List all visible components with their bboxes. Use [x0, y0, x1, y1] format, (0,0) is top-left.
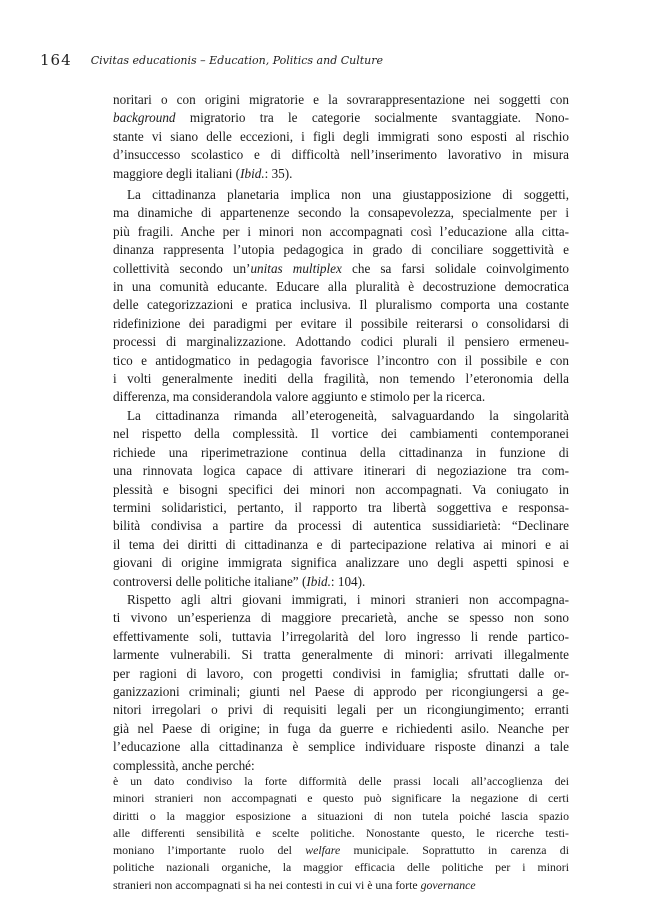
text-line: tico e antidogmatico in pedagogia favorisce l’incontro con il possibile e con	[113, 352, 569, 368]
text-line: i volti generalmente inediti della fragilità, non temendo l’eteronomia della	[113, 371, 569, 387]
text-line: giovani di origine immigrata significa analizzare uno degli aspetti spinosi e	[113, 555, 569, 571]
text-line: ridefinizione dei paradigmi per evitare il possibile reiterarsi o consolidarsi di	[113, 315, 569, 331]
text-line: il tema dei diritti di cittadinanza e di partecipazione relativa ai minori e ai	[113, 536, 569, 552]
italic-text: background	[113, 110, 176, 126]
text-line: moniano l’importante ruolo del welfare municipale. Soprattutto in carenza di	[113, 843, 569, 858]
text-line: per ragioni di lavoro, con progetti condivisi in famiglia; sfruttati dalle or-	[113, 665, 569, 681]
block-quote-top	[113, 91, 569, 183]
paragraph-3	[113, 591, 569, 775]
paragraph-1	[113, 186, 569, 407]
text-line: ganizzazioni criminali; giunti nel Paese di approdo per ricongiungersi a ge-	[113, 684, 569, 700]
text-line: background migratorio tra le categorie socialmente svantaggiate. Nono-	[113, 110, 569, 126]
text-line: stranieri non accompagnati si ha nei contesti in cui vi è una forte governance	[113, 877, 476, 892]
italic-text: unitas multiplex	[250, 260, 342, 276]
running-header	[40, 50, 600, 69]
running-title: Civitas educationis – Education, Politics and Culture	[90, 54, 384, 67]
text-line: collettività secondo un’unitas multiplex che sa farsi solidale coinvolgimento	[113, 260, 569, 276]
text-line: alle differenti sensibilità e scelte politiche. Nonostante questo, le ricerche testi-	[113, 825, 569, 840]
text-line: dinanza rappresenta l’utopia pedagogica in grado di conciliare soggettività e	[113, 242, 569, 258]
text-line: processi di marginalizzazione. Adottando codici plurali il pensiero ermeneu-	[113, 334, 569, 350]
text-line: è un dato condiviso la forte difformità delle prassi locali all’accoglienza dei	[113, 774, 569, 788]
text-line: già nel Paese di origine; in fuga da guerre e richiedenti asilo. Neanche per	[113, 720, 569, 736]
text-line: bilità condivisa a partire da processi di autentica sussidiarietà: “Declinare	[113, 518, 569, 534]
text-line: in una comunità educante. Educare alla pluralità è decostruzione democratica	[113, 279, 569, 295]
text-line: termini solidaristici, pertanto, il rapporto tra libertà soggettiva e responsa-	[113, 500, 569, 516]
text-line: controversi delle politiche italiane” (Ibid.: 104).	[113, 573, 366, 589]
text-line: diritti o la maggior esposizione a situazioni di non tutela poiché lascia spazio	[113, 808, 569, 823]
text-line: ma dinamiche di appartenenze secondo la consapevolezza, specialmente per i	[113, 205, 569, 221]
text-line: nitori irregolari o privi di requisiti legali per un ricongiungimento; erranti	[113, 702, 569, 718]
text-line: larmente vulnerabili. Si tratta generalmente di minori: arrivati illegalmente	[113, 647, 569, 663]
text-line: minori stranieri non accompagnati e questo può significare la negazione di certi	[113, 791, 569, 806]
page-number: 164	[40, 51, 72, 69]
text-line: noritari o con origini migratorie e la sovrarappresentazione nei soggetti con	[113, 92, 569, 107]
text-line: La cittadinanza planetaria implica non una giustapposizione di soggetti,	[127, 187, 569, 202]
text-line: l’educazione alla cittadinanza è semplice individuare risposte dinanzi a tale	[113, 739, 569, 755]
text-line: maggiore degli italiani (Ibid.: 35).	[113, 165, 293, 181]
italic-text: governance	[420, 877, 476, 892]
text-line: d’insuccesso scolastico e di difficoltà nell’inserimento lavorativo in misura	[113, 147, 569, 163]
text-line: richiede una riperimetrazione continua della cittadinanza in funzione di	[113, 444, 569, 460]
text-line: politiche nazionali organiche, la maggior efficacia delle politiche per i minori	[113, 860, 569, 875]
text-line: plessità e bisogni specifici dei minori non accompagnati. Va coniugato in	[113, 481, 569, 497]
block-quote-bottom	[113, 773, 569, 894]
text-line: una rinnovata logica capace di attivare itinerari di negoziazione tra com-	[113, 463, 569, 479]
text-line: Rispetto agli altri giovani immigrati, i minori stranieri non accompagna-	[127, 592, 569, 607]
text-line: effettivamente soli, tuttavia l’irregolarità del loro ingresso li rende partico-	[113, 628, 569, 644]
text-line: complessità, anche perché:	[113, 757, 255, 773]
text-line: più fragili. Anche per i minori non accompagnati così l’educazione alla citta-	[113, 223, 569, 239]
italic-text: Ibid.	[240, 165, 265, 181]
italic-text: welfare	[305, 843, 341, 858]
text-line: differenza, ma considerandola valore aggiunto e stimolo per la ricerca.	[113, 389, 486, 405]
text-line: delle categorizzazioni e pratica inclusiva. Il pluralismo comporta una costante	[113, 297, 569, 313]
italic-text: Ibid.	[306, 573, 331, 589]
text-line: stante vi siano delle eccezioni, i figli degli immigrati sono esposti al rischio	[113, 128, 569, 144]
paragraph-2	[113, 407, 569, 591]
text-line: La cittadinanza rimanda all’eterogeneità, salvaguardando la singolarità	[127, 408, 569, 423]
text-line: nel rispetto della complessità. Il vortice dei cambiamenti contemporanei	[113, 426, 569, 442]
text-line: ti vivono un’esperienza di maggiore precarietà, anche se spesso non sono	[113, 610, 569, 626]
